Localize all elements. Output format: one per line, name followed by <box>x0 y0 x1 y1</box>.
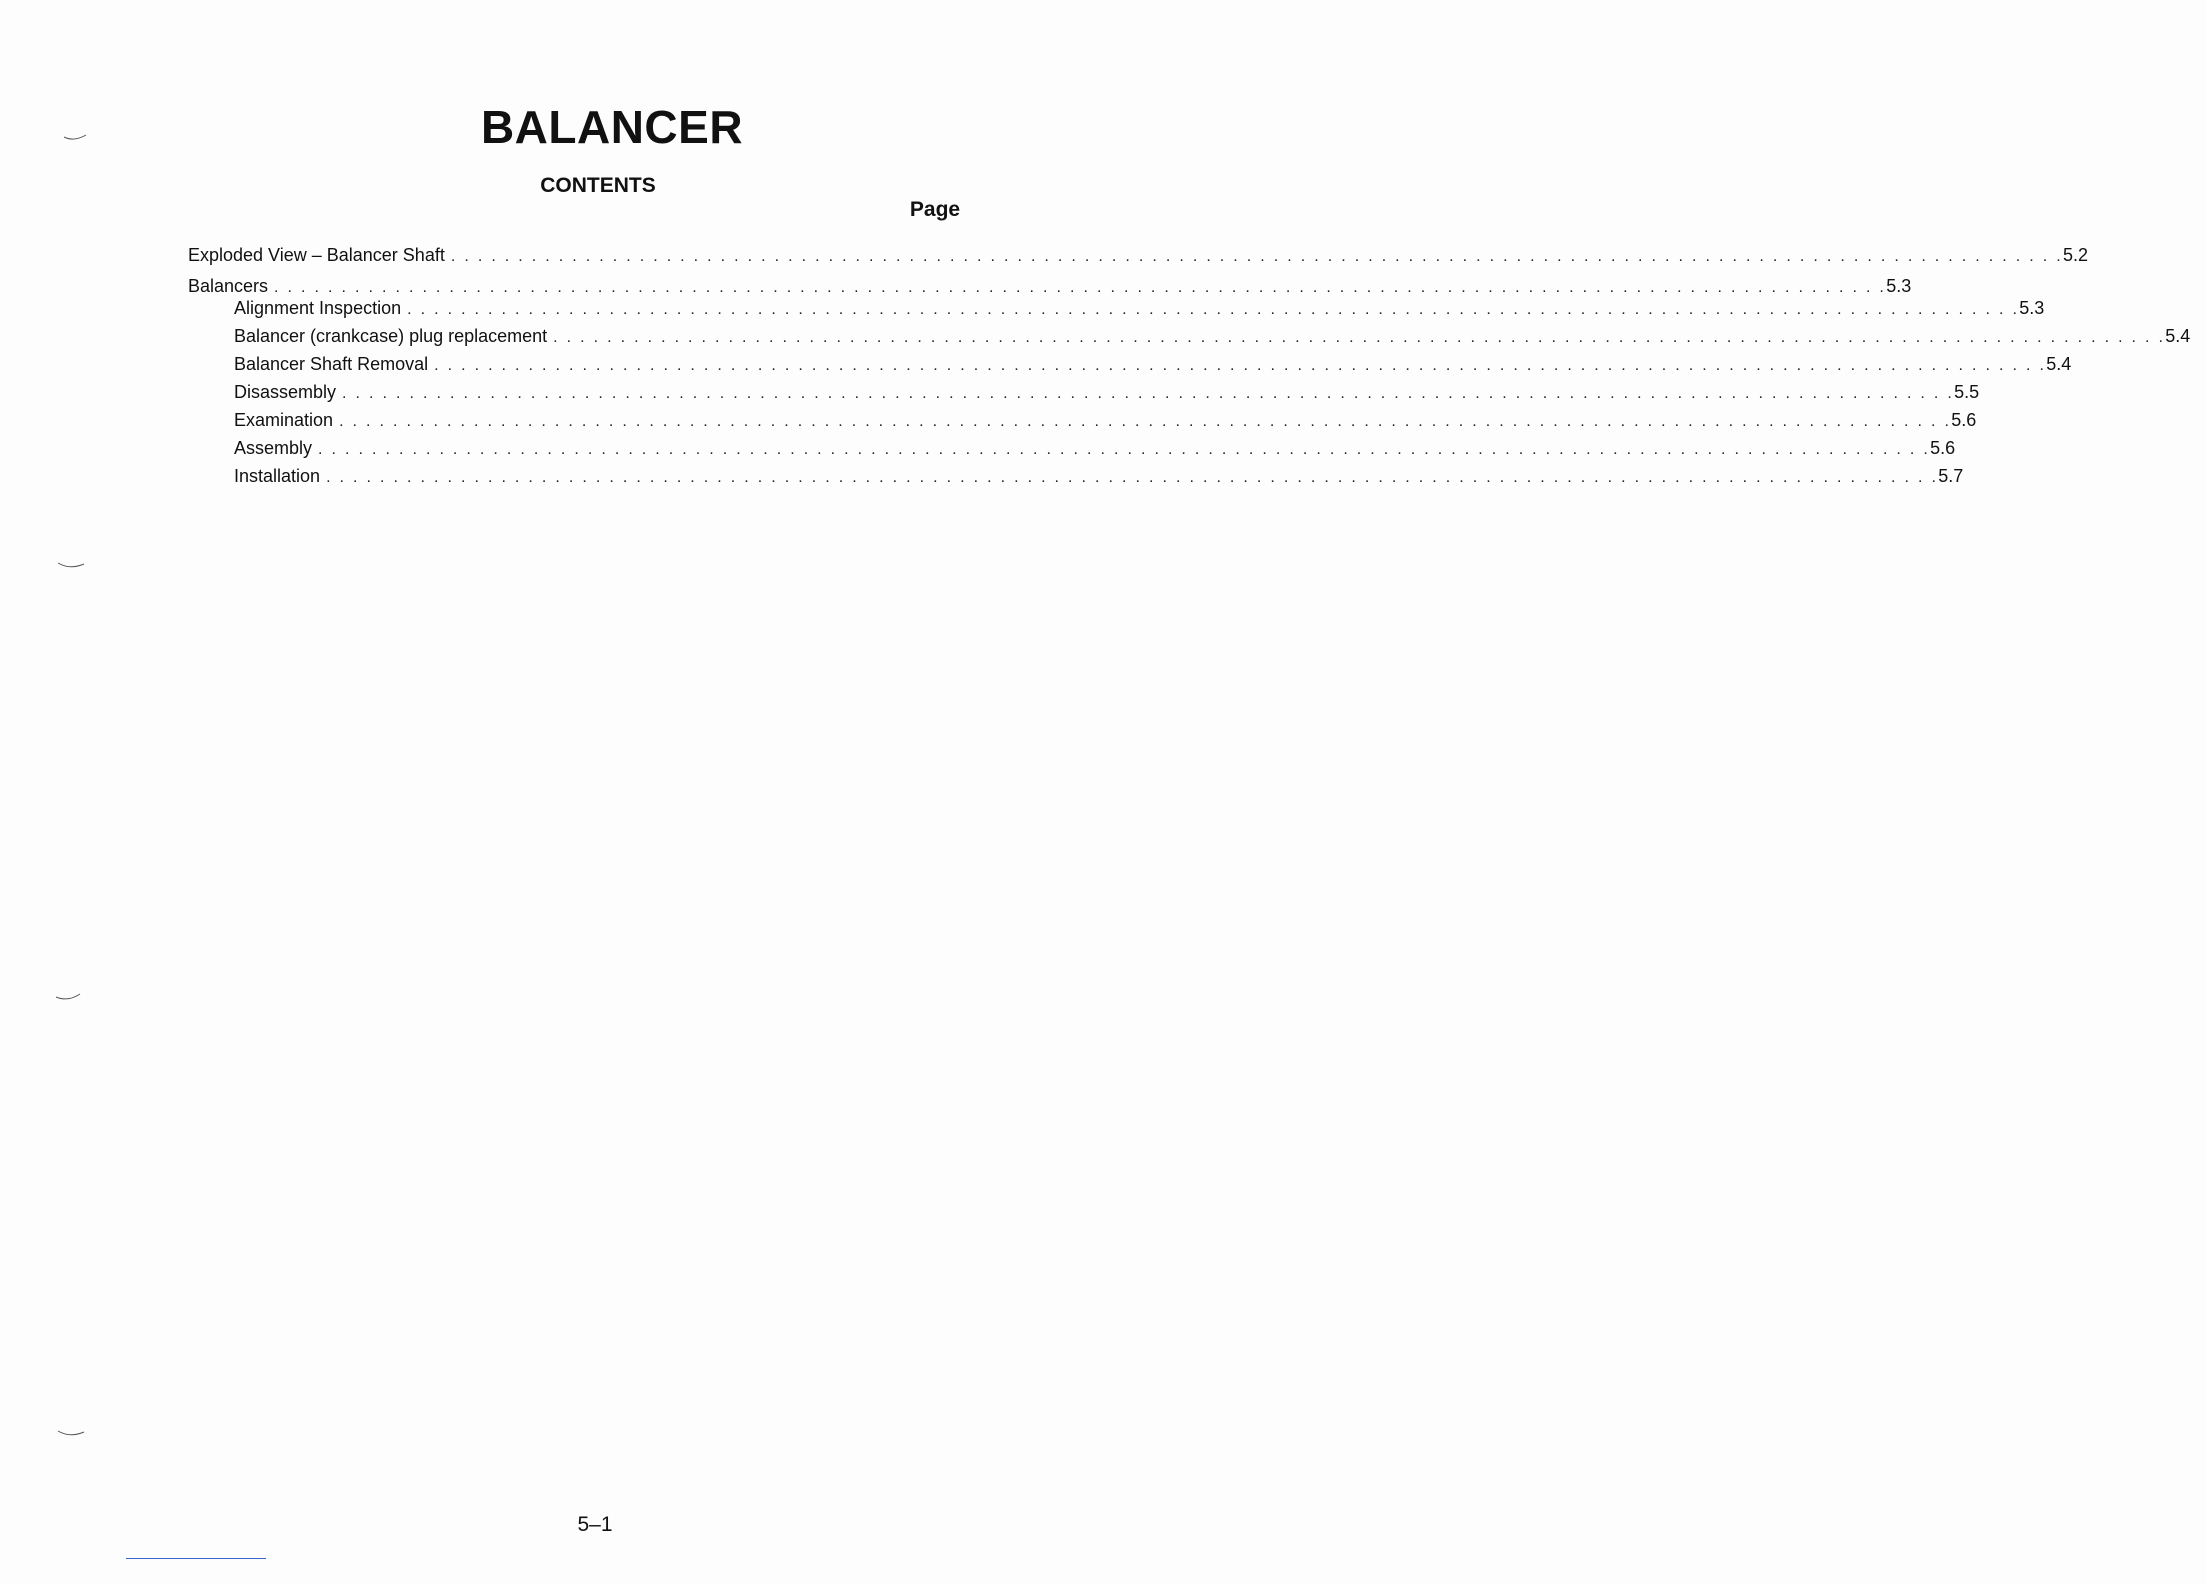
toc-dot-leader: . . . . . . . . . . . . . . . . . . . . . . . . . . . . . . . . . . . . . . . . . . . . . . . . . . . . . . . . . . . . . . . . . . . . . . . . . . . . . . . . . . . . . . . . . . . . . . . . . . . . . . . . . . . . . . . . . . . . . . . . <box>450 248 2063 265</box>
toc-entry-page: 5.4 <box>2046 354 2072 374</box>
binder-mark-icon <box>56 560 86 574</box>
toc-entry <box>234 464 1964 488</box>
binder-mark-icon <box>56 132 86 146</box>
toc-entry-page: 5.3 <box>2019 298 2045 318</box>
toc-entry <box>234 436 1956 460</box>
page-title: BALANCER <box>480 101 744 153</box>
page-column-heading: Page <box>909 198 961 221</box>
toc-entry <box>234 296 2045 320</box>
toc-entry-label: Assembly <box>234 438 313 458</box>
toc-entry-label: Installation <box>234 466 321 486</box>
toc-dot-leader: . . . . . . . . . . . . . . . . . . . . . . . . . . . . . . . . . . . . . . . . . . . . . . . . . . . . . . . . . . . . . . . . . . . . . . . . . . . . . . . . . . . . . . . . . . . . . . . . . . . . . . . . . . . . . . . . . . . . . . . . <box>553 329 2166 346</box>
footer-rule <box>126 1558 266 1559</box>
toc-dot-leader: . . . . . . . . . . . . . . . . . . . . . . . . . . . . . . . . . . . . . . . . . . . . . . . . . . . . . . . . . . . . . . . . . . . . . . . . . . . . . . . . . . . . . . . . . . . . . . . . . . . . . . . . . . . . . . . . . . . . . . . . <box>274 279 1887 296</box>
toc-entry <box>188 274 1912 298</box>
toc-entry <box>234 324 2191 348</box>
toc-dot-leader: . . . . . . . . . . . . . . . . . . . . . . . . . . . . . . . . . . . . . . . . . . . . . . . . . . . . . . . . . . . . . . . . . . . . . . . . . . . . . . . . . . . . . . . . . . . . . . . . . . . . . . . . . . . . . . . . . . . . . . . . <box>407 301 2020 318</box>
toc-entry-page: 5.3 <box>1886 276 1912 296</box>
toc-entry-label: Balancer (crankcase) plug replacement <box>234 326 548 346</box>
toc-entry-label: Balancers <box>188 276 269 296</box>
toc-entry-page: 5.2 <box>2062 245 2089 265</box>
toc-dot-leader: . . . . . . . . . . . . . . . . . . . . . . . . . . . . . . . . . . . . . . . . . . . . . . . . . . . . . . . . . . . . . . . . . . . . . . . . . . . . . . . . . . . . . . . . . . . . . . . . . . . . . . . . . . . . . . . . . . . . . . . . <box>318 441 1931 458</box>
toc-entry <box>234 352 2072 376</box>
footer-page-number: 5–1 <box>577 1513 613 1536</box>
binder-mark-icon <box>56 992 86 1006</box>
binder-mark-icon <box>56 1428 86 1442</box>
toc-entry <box>188 243 2089 267</box>
toc-entry <box>234 408 1977 432</box>
toc-entry-label: Exploded View – Balancer Shaft <box>188 245 445 265</box>
toc-entry-label: Examination <box>234 410 334 430</box>
toc-entry-label: Balancer Shaft Removal <box>234 354 429 374</box>
toc-entry-page: 5.7 <box>1938 466 1964 486</box>
toc-entry <box>234 380 1980 404</box>
toc-dot-leader: . . . . . . . . . . . . . . . . . . . . . . . . . . . . . . . . . . . . . . . . . . . . . . . . . . . . . . . . . . . . . . . . . . . . . . . . . . . . . . . . . . . . . . . . . . . . . . . . . . . . . . . . . . . . . . . . . . . . . . . . <box>339 413 1952 430</box>
contents-heading: CONTENTS <box>540 174 656 197</box>
toc-entry-label: Disassembly <box>234 382 337 402</box>
toc-dot-leader: . . . . . . . . . . . . . . . . . . . . . . . . . . . . . . . . . . . . . . . . . . . . . . . . . . . . . . . . . . . . . . . . . . . . . . . . . . . . . . . . . . . . . . . . . . . . . . . . . . . . . . . . . . . . . . . . . . . . . . . . <box>434 357 2047 374</box>
toc-dot-leader: . . . . . . . . . . . . . . . . . . . . . . . . . . . . . . . . . . . . . . . . . . . . . . . . . . . . . . . . . . . . . . . . . . . . . . . . . . . . . . . . . . . . . . . . . . . . . . . . . . . . . . . . . . . . . . . . . . . . . . . . <box>342 385 1955 402</box>
toc-dot-leader: . . . . . . . . . . . . . . . . . . . . . . . . . . . . . . . . . . . . . . . . . . . . . . . . . . . . . . . . . . . . . . . . . . . . . . . . . . . . . . . . . . . . . . . . . . . . . . . . . . . . . . . . . . . . . . . . . . . . . . . . <box>326 469 1939 486</box>
toc-entry-page: 5.6 <box>1951 410 1977 430</box>
toc-entry-page: 5.6 <box>1930 438 1956 458</box>
toc-entry-page: 5.5 <box>1954 382 1980 402</box>
toc-entry-page: 5.4 <box>2165 326 2191 346</box>
toc-entry-label: Alignment Inspection <box>234 298 402 318</box>
